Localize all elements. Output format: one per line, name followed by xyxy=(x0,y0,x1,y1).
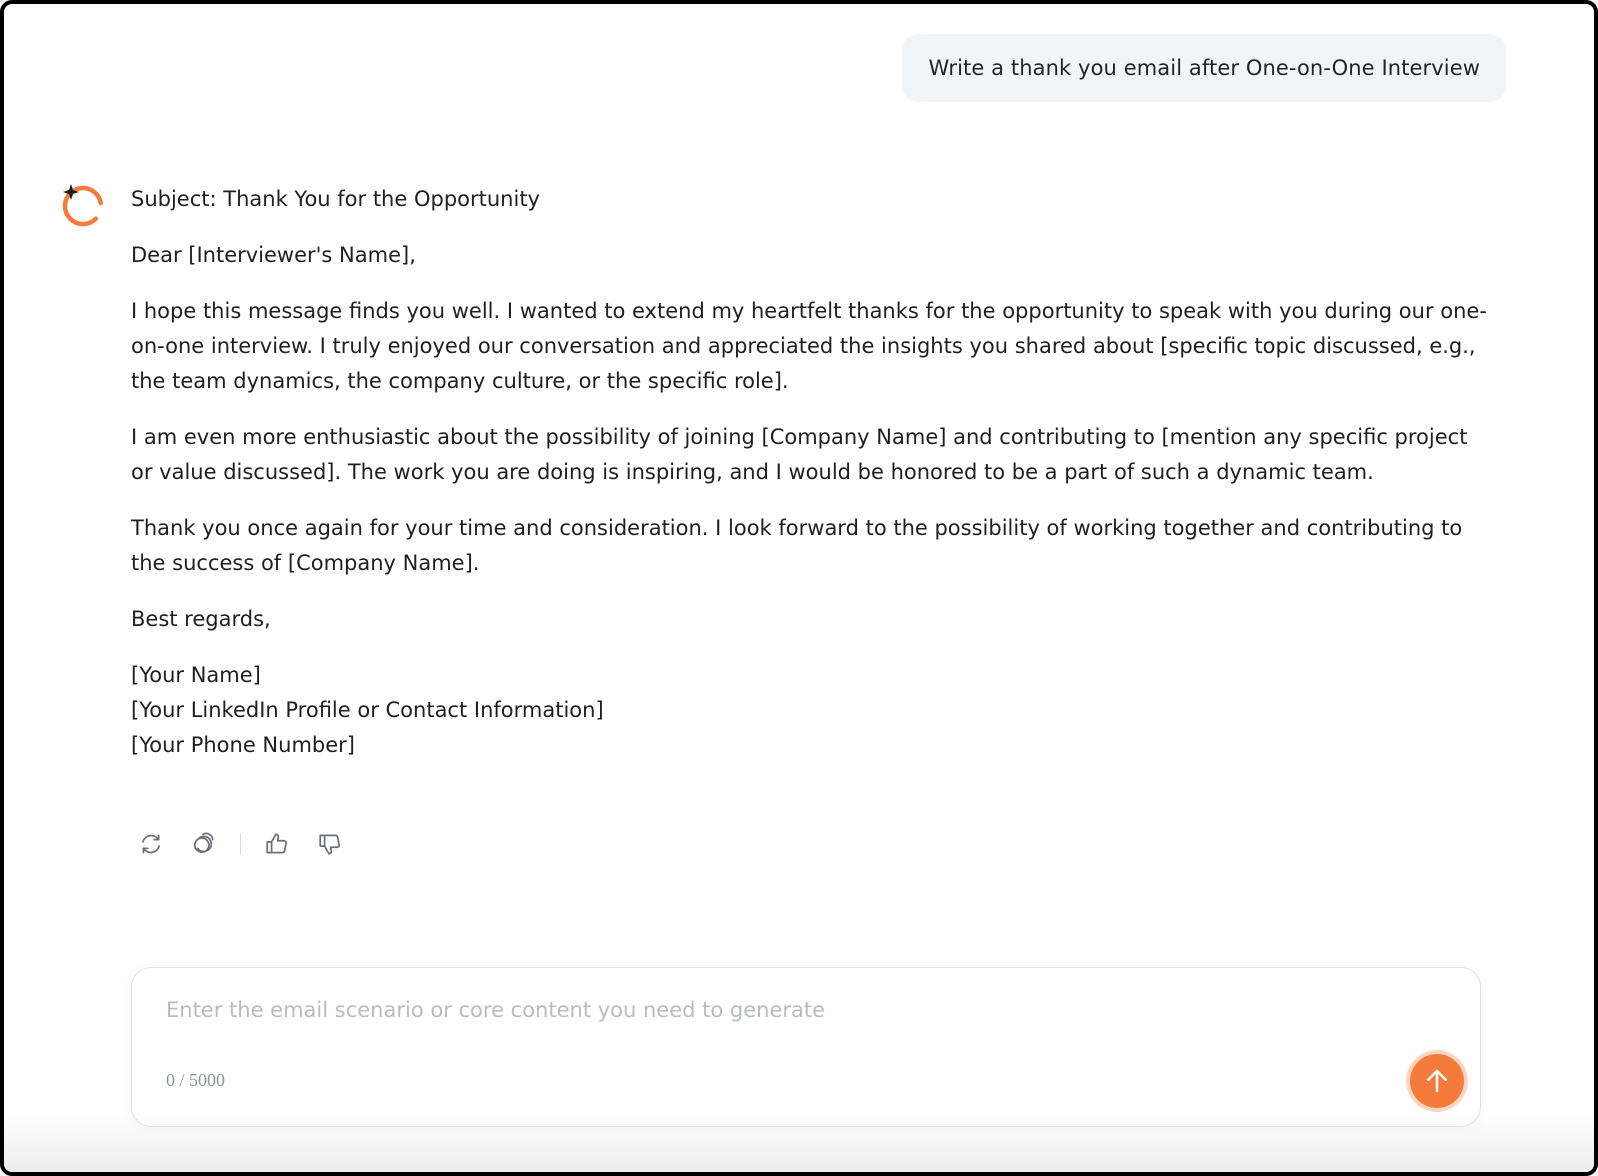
arrow-up-icon xyxy=(1422,1066,1452,1096)
thumbs-up-icon xyxy=(264,831,290,857)
like-button[interactable] xyxy=(257,824,297,864)
send-button[interactable] xyxy=(1410,1054,1464,1108)
email-paragraph-2: I am even more enthusiastic about the possibility of joining [Company Name] and contributing to [mention any specific project or value discussed]. The work you are doing is inspiring, and I would be honored to be a part of such a dynamic team. xyxy=(131,425,1468,484)
user-message-bubble xyxy=(902,34,1506,102)
assistant-message xyxy=(131,182,1491,763)
regenerate-icon xyxy=(138,831,164,857)
copy-button[interactable] xyxy=(184,824,224,864)
email-greeting: Dear [Interviewer's Name], xyxy=(131,243,416,267)
dislike-button[interactable] xyxy=(310,824,350,864)
signature-contact: [Your LinkedIn Profile or Contact Information] xyxy=(131,698,604,722)
signature-phone: [Your Phone Number] xyxy=(131,733,355,757)
copy-icon xyxy=(191,831,217,857)
thumbs-down-icon xyxy=(317,831,343,857)
actions-divider xyxy=(240,833,241,855)
message-composer xyxy=(131,967,1481,1127)
character-counter: 0 / 5000 xyxy=(166,1070,226,1090)
email-paragraph-1: I hope this message finds you well. I wanted to extend my heartfelt thanks for the opportunity to speak with you during our one-on-one interview. I truly enjoyed our conversation and appreciated the insights you shared about [specific topic discussed, e.g., the team dynamics, the company culture, or the specific role]. xyxy=(131,299,1487,393)
email-closing: Best regards, xyxy=(131,607,271,631)
email-paragraph-3: Thank you once again for your time and consideration. I look forward to the possibility of working together and contributing to the success of [Company Name]. xyxy=(131,516,1463,575)
regenerate-button[interactable] xyxy=(131,824,171,864)
user-message-text: Write a thank you email after One-on-One Interview xyxy=(928,56,1480,80)
email-subject: Subject: Thank You for the Opportunity xyxy=(131,187,540,211)
signature-name: [Your Name] xyxy=(131,663,261,687)
orange-ring-spark-icon xyxy=(57,180,105,228)
message-actions xyxy=(131,824,363,864)
email-scenario-input[interactable] xyxy=(166,998,1426,1038)
